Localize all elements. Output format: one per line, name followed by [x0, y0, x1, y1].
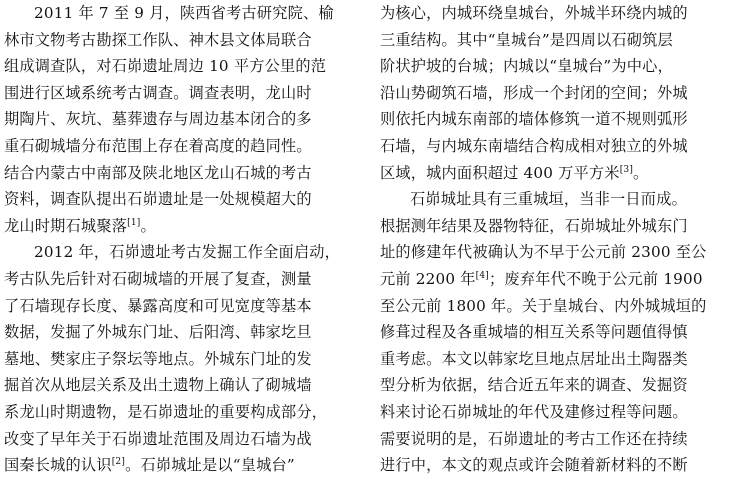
text-line: [380, 372, 732, 399]
text-line: [4, 399, 356, 426]
citation-ref: [1]: [127, 217, 141, 228]
line-text: 石峁城址具有三重城垣，当非一日而成。: [410, 190, 687, 209]
text-line: [380, 213, 732, 240]
text-line: [380, 426, 732, 453]
line-text: 国秦长城的认识: [4, 456, 112, 475]
line-text: 期陶片、灰坑、墓葬遗存与周边基本闭合的多: [4, 110, 312, 129]
text-line: [380, 80, 732, 107]
line-text: 料来讨论石峁城址的年代及建修过程等问题。: [380, 402, 688, 421]
line-text: 区域，城内面积超过 400 万平方米: [380, 163, 620, 182]
text-line: [4, 186, 356, 213]
text-line: [380, 53, 732, 80]
text-line: [380, 27, 732, 54]
line-text: 龙山时期石城聚落: [4, 216, 128, 235]
line-text: 墓地、樊家庄子祭坛等地点。外城东门址的发: [4, 349, 312, 368]
text-line: [380, 293, 732, 320]
line-text-continued: ；废弃年代不晚于公元前 1900: [489, 269, 703, 288]
text-line: [4, 319, 356, 346]
text-line: [380, 266, 732, 293]
line-text: 考古队先后针对石砌城墙的开展了复查，测量: [4, 269, 312, 288]
line-text: 重石砌城墙分布范围上存在着高度的趋同性。: [4, 136, 312, 155]
text-line: [380, 346, 732, 373]
line-text: 至公元前 1800 年。关于皇城台、内外城城垣的: [380, 296, 707, 315]
line-text: 组成调查队，对石峁遗址周边 10 平方公里的范: [4, 57, 327, 76]
text-line: [4, 266, 356, 293]
text-line: [380, 186, 732, 213]
line-text: 进行中，本文的观点或许会随着新材料的不断: [380, 456, 688, 475]
text-line: [380, 239, 732, 266]
line-text: 2011 年 7 至 9 月，陕西省考古研究院、榆: [34, 4, 334, 22]
line-text: 改变了早年关于石峁遗址范围及周边石墙为战: [4, 429, 312, 448]
line-text: 需要说明的是，石峁遗址的考古工作还在持续: [380, 429, 688, 448]
text-line: [4, 27, 356, 54]
text-line: [4, 346, 356, 373]
line-text: 阶状护坡的台城；内城以“皇城台”为中心，: [380, 57, 673, 76]
text-line: [4, 53, 356, 80]
text-line: [4, 293, 356, 320]
text-line: [4, 239, 356, 266]
text-line: [380, 399, 732, 426]
line-text: 掘首次从地层关系及出土遗物上确认了砌城墙: [4, 376, 312, 395]
text-line: [380, 133, 732, 160]
line-text: 根据测年结果及器物特征，石峁城址外城东门: [380, 216, 688, 235]
text-line: [4, 426, 356, 453]
text-line: [4, 80, 356, 107]
line-text-continued: 。: [633, 163, 649, 182]
line-text: 系龙山时期遗物，是石峁遗址的重要构成部分，: [4, 402, 328, 421]
text-line: [4, 372, 356, 399]
line-text: 资料，调查队提出石峁遗址是一处规模超大的: [4, 190, 312, 209]
line-text-continued: 。石峁城址是以“皇城台”: [125, 456, 295, 475]
line-text: 林市文物考古勘探工作队、神木县文体局联合: [4, 30, 312, 49]
line-text: 石墙，与内城东南墙结合构成相对独立的外城: [380, 136, 688, 155]
line-text: 重考虑。本文以韩家圪旦地点居址出土陶器类: [380, 349, 688, 368]
left-text-column: [4, 0, 356, 479]
line-text: 修葺过程及各重城墙的相互关系等问题值得慎: [380, 323, 688, 342]
text-line: [380, 319, 732, 346]
line-text: 元前 2200 年: [380, 269, 476, 288]
citation-ref: [3]: [619, 164, 634, 175]
text-line: [4, 213, 356, 240]
text-line: [380, 0, 732, 27]
line-text: 型分析为依据，结合近五年来的调查、发掘资: [380, 376, 688, 395]
citation-ref: [4]: [475, 270, 490, 281]
right-text-column: [380, 0, 732, 479]
text-line: [4, 160, 356, 187]
line-text: 结合内蒙古中南部及陕北地区龙山石城的考古: [4, 163, 312, 182]
line-text: 则依托内城东南部的墙体修筑一道不规则弧形: [380, 110, 688, 129]
citation-ref: [2]: [111, 457, 126, 468]
line-text: 了石墙现存长度、暴露高度和可见宽度等基本: [4, 296, 312, 315]
line-text: 沿山势砌筑石墙，形成一个封闭的空间；外城: [380, 83, 688, 102]
text-line: [4, 452, 356, 479]
text-line: [4, 106, 356, 133]
line-text: 三重结构。其中“皇城台”是四周以石砌筑层: [380, 30, 673, 49]
text-line: [4, 133, 356, 160]
line-text-continued: 。: [140, 216, 156, 235]
line-text: 为核心，内城环绕皇城台，外城半环绕内城的: [380, 4, 688, 22]
line-text: 址的修建年代被确认为不早于公元前 2300 至公: [380, 243, 707, 262]
line-text: 2012 年，石峁遗址考古发掘工作全面启动，: [34, 243, 341, 262]
text-line: [380, 106, 732, 133]
line-text: 数据，发掘了外城东门址、后阳湾、韩家圪旦: [4, 323, 312, 342]
line-text: 围进行区域系统考古调查。调查表明，龙山时: [4, 83, 312, 102]
text-line: [380, 160, 732, 187]
text-line: [4, 0, 356, 27]
text-line: [380, 452, 732, 479]
